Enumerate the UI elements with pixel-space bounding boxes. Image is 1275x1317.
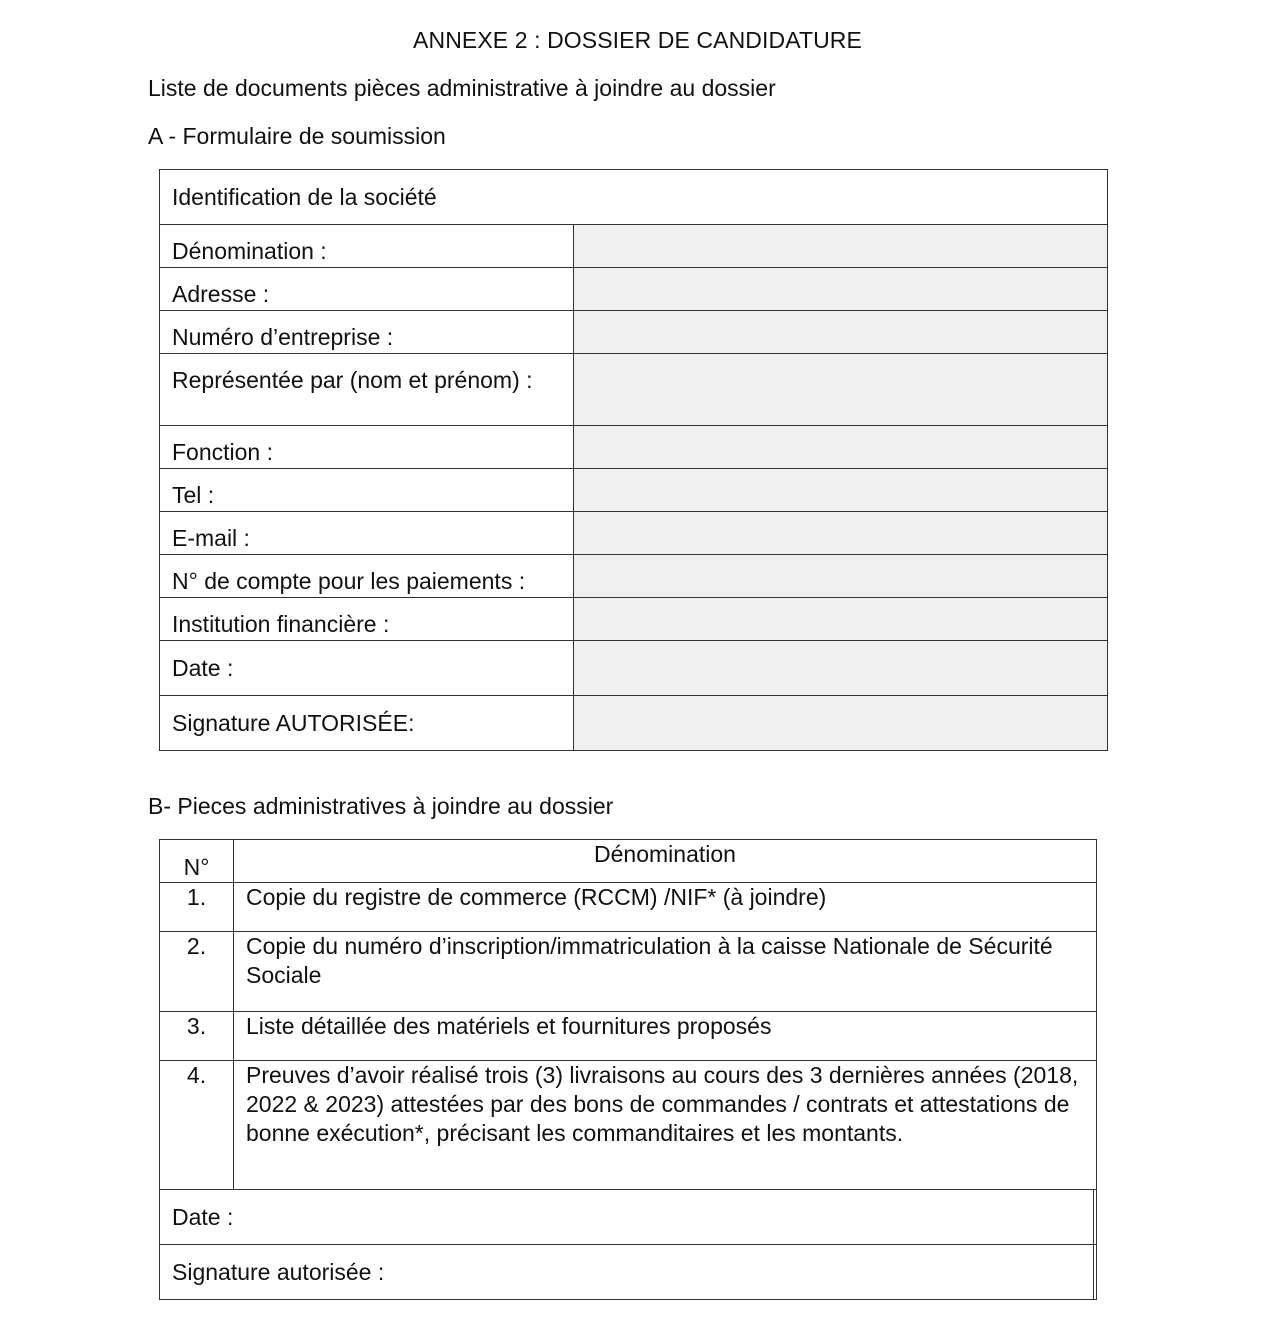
intro-text: Liste de documents pièces administrative à joindre au dossier: [148, 75, 776, 101]
row-description: Copie du registre de commerce (RCCM) /NIF* (à joindre): [234, 883, 1097, 932]
form-label-company-number: Numéro d’entreprise :: [160, 311, 574, 354]
company-identification-header: Identification de la société: [160, 170, 1108, 225]
row-description: Copie du numéro d’inscription/immatriculation à la caisse Nationale de Sécurité Sociale: [234, 932, 1097, 1012]
form-label-denomination: Dénomination :: [160, 225, 574, 268]
form-label-phone: Tel :: [160, 469, 574, 512]
form-field-phone[interactable]: [574, 469, 1108, 512]
form-label-financial-institution: Institution financière :: [160, 598, 574, 641]
column-header-number: N°: [160, 840, 234, 883]
table-row: [160, 932, 1097, 1012]
document-title: ANNEXE 2 : DOSSIER DE CANDIDATURE: [413, 27, 862, 53]
form-field-denomination[interactable]: [574, 225, 1108, 268]
form-field-represented-by[interactable]: [574, 354, 1108, 426]
column-header-denomination: Dénomination: [234, 840, 1097, 883]
footer-field-date[interactable]: [1094, 1190, 1097, 1245]
table-row: [160, 883, 1097, 932]
form-label-represented-by: Représentée par (nom et prénom) :: [160, 354, 574, 426]
section-b-heading: B- Pieces administratives à joindre au dossier: [148, 793, 614, 819]
form-field-financial-institution[interactable]: [574, 598, 1108, 641]
form-label-email: E-mail :: [160, 512, 574, 555]
submission-form-table: [159, 169, 1108, 751]
form-label-signature: Signature AUTORISÉE:: [160, 696, 574, 751]
form-label-function: Fonction :: [160, 426, 574, 469]
form-label-date: Date :: [160, 641, 574, 696]
form-label-account-number: N° de compte pour les paiements :: [160, 555, 574, 598]
row-description: Liste détaillée des matériels et fournitures proposés: [234, 1012, 1097, 1061]
form-field-email[interactable]: [574, 512, 1108, 555]
footer-label-signature: Signature autorisée :: [160, 1245, 1094, 1300]
table-row: [160, 1061, 1097, 1190]
row-description: Preuves d’avoir réalisé trois (3) livraisons au cours des 3 dernières années (2018, 2022 & 2023) attestées par des bons de commandes / contrats et attestations de bonne exécution*, précisant les commanditaires et les montants.: [234, 1061, 1097, 1190]
footer-label-date: Date :: [160, 1190, 1094, 1245]
form-field-function[interactable]: [574, 426, 1108, 469]
section-a-heading: A - Formulaire de soumission: [148, 123, 446, 149]
form-label-address: Adresse :: [160, 268, 574, 311]
administrative-documents-table: [159, 839, 1097, 1300]
row-number: 2.: [160, 932, 234, 1012]
form-field-address[interactable]: [574, 268, 1108, 311]
form-field-signature[interactable]: [574, 696, 1108, 751]
form-field-company-number[interactable]: [574, 311, 1108, 354]
row-number: 4.: [160, 1061, 234, 1190]
form-field-account-number[interactable]: [574, 555, 1108, 598]
form-field-date[interactable]: [574, 641, 1108, 696]
row-number: 3.: [160, 1012, 234, 1061]
footer-field-signature[interactable]: [1094, 1245, 1097, 1300]
row-number: 1.: [160, 883, 234, 932]
table-row: [160, 1012, 1097, 1061]
